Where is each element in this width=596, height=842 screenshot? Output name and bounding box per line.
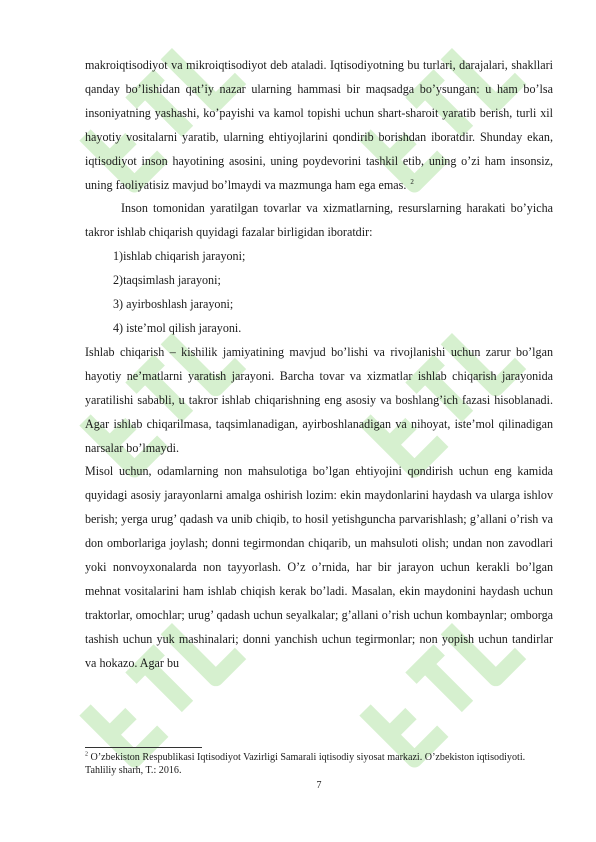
footnote-divider <box>85 747 202 748</box>
paragraph: Misol uchun, odamlarning non mahsulotiga bo’lgan ehtiyojini qondirish uchun eng kamida quyidagi asosiy jarayonlarni amalga oshirish lozim: ekin maydonlarini haydash va ularga ishlov berish; yerga urug’ qadash va unib chiqib, to hosil yetishguncha parvarishlash; g’allani o’rish va don omborlariga joylash; donni tegirmondan chiqarib, un mahsuloti olish; undan non zavodlari yoki nonvoyxonalarda non tayyorlash. O’z o’rnida, har bir jarayon uchun kerakli bo’lgan mehnat vositalarini ham ishlab chiqish kerak bo’ladi. Masalan, ekin maydonini haydash uchun traktorlar, omochlar; urug’ qadash uchun seyalkalar; g’allani o’rish uchun kombaynlar; omborga tashish uchun yuk mashinalari; donni yanchish uchun tegirmonlar; non yopish uchun tandirlar va hokazo. Agar bu <box>85 464 553 670</box>
paragraph <box>85 54 553 197</box>
list-item: 4) iste’mol qilish jarayoni. <box>113 320 242 335</box>
paragraph-text: makroiqtisodiyot va mikroiqtisodiyot deb ataladi. Iqtisodiyotning bu turlari, darajalari, shakllari qanday bo’lishidan qat’iy nazar ularning hammasi bir maqsadga bo’ysungan: u ham bo’lsa insoniyatning yashashi, ko’payishi va kamol topishi uchun shart-sharoit yaratib berish, turli xil hayotiy vositalarni yaratib, ularning ehtiyojlarini qondirib borishdan iboratdir. Shunday ekan, iqtisodiyot inson hayotining asosini, uning poydevorini tashkil etib, uning o’zi ham insonsiz, uning faoliyatisiz mavjud bo’lmaydi va mazmunga ham ega emas. <box>85 58 553 192</box>
footnote-number: 2 <box>85 751 88 758</box>
list-item: 3) ayirboshlash jarayoni; <box>113 297 234 312</box>
footnote-text: O’zbekiston Respublikasi Iqtisodiyot Vazirligi Samarali iqtisodiy siyosat markazi. O’zbekiston iqtisodiyoti. Tahliliy sharh, T.: 2016. <box>85 752 526 776</box>
list-item: 2)taqsimlash jarayoni; <box>113 273 221 288</box>
footnote <box>85 751 555 777</box>
page-number: 7 <box>316 780 322 791</box>
footnote-reference[interactable]: 2 <box>410 177 414 186</box>
list-item: 1)ishlab chiqarish jarayoni; <box>113 249 246 264</box>
page-body <box>85 54 553 676</box>
paragraph: Inson tomonidan yaratilgan tovarlar va xizmatlarning, resurslarning harakati bo’yicha takror ishlab chiqarish quyidagi fazalar birligidan iboratdir: <box>85 201 553 240</box>
paragraph: Ishlab chiqarish – kishilik jamiyatining mavjud bo’lishi va rivojlanishi uchun zarur bo’lgan hayotiy ne’matlarni yaratish jarayoni. Barcha tovar va xizmatlar ishlab chiqarish jarayonida yaratilishi sababli, u takror ishlab chiqarishning eng asosiy va boshlang’ich fazasi hisoblanadi. Agar ishlab chiqarilmasa, taqsimlanadigan, ayirboshlanadigan va nihoyat, iste’mol qilinadigan narsalar bo’lmaydi. <box>85 344 553 455</box>
